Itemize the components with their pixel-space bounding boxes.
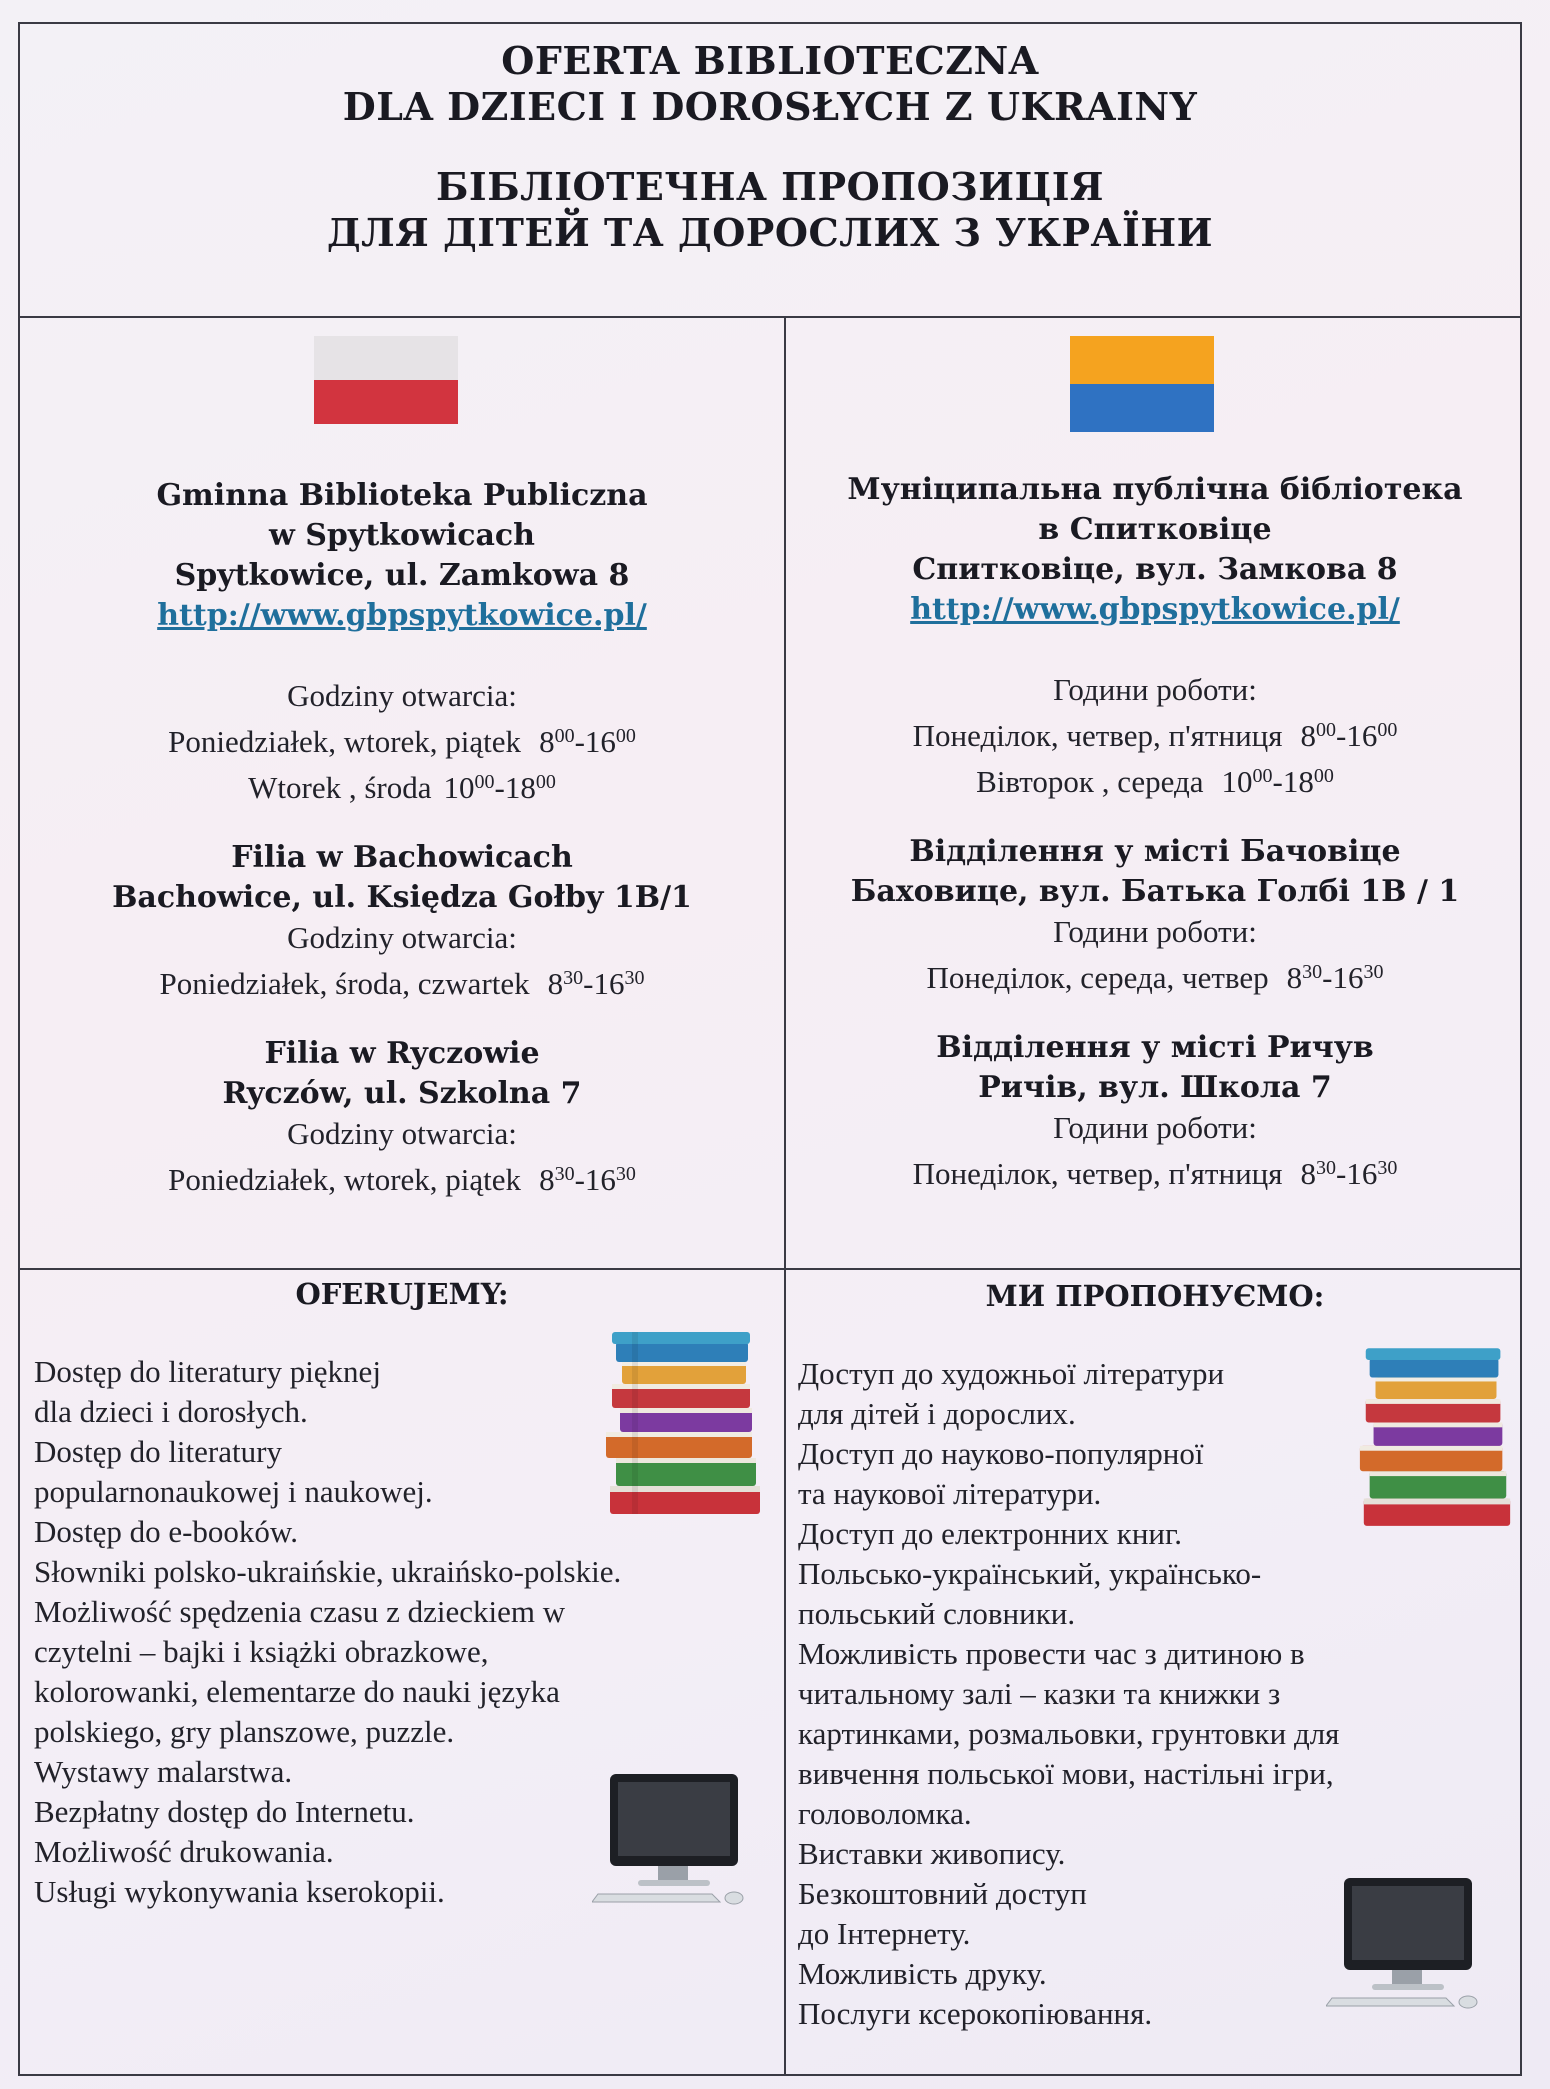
- ua-branch2-address: Ричів, вул. Школа 7: [978, 1070, 1332, 1105]
- ua-offer-line: та наукової літератури.: [798, 1476, 1102, 1511]
- books-stack-icon-ua: [1356, 1342, 1516, 1538]
- ua-offer-line: Можливість провести час з дитиною в: [798, 1636, 1305, 1671]
- pl-hours-label: Godziny otwarcia:: [287, 678, 517, 713]
- pl-library-name-1: Gminna Biblioteka Publiczna: [156, 478, 648, 513]
- pl-hours-row-1: Poniedziałek, wtorek, piątek $8^{00}-16^{00}$: [168, 724, 636, 759]
- ua-hours-row-2: Вівторок , середа $10^{00}-18^{00}$: [976, 764, 1334, 799]
- ua-branch1-hours-label: Години роботи:: [1053, 914, 1257, 949]
- pl-offer-line: Usługi wykonywania kserokopii.: [34, 1874, 445, 1909]
- pl-offer-title: OFERUJEMY:: [295, 1277, 509, 1311]
- pl-offer-line: dla dzieci i dorosłych.: [34, 1394, 308, 1429]
- pl-offer-line: Możliwość spędzenia czasu z dzieckiem w: [34, 1594, 566, 1629]
- divider-header: [20, 316, 1520, 318]
- pl-branch1-hours-label: Godziny otwarcia:: [287, 920, 517, 955]
- pl-library-address: Spytkowice, ul. Zamkowa 8: [174, 558, 630, 593]
- pl-website-link[interactable]: http://www.gbpspytkowice.pl/: [157, 598, 647, 633]
- ua-branch1-hours: Понеділок, середа, четвер $8^{30}-16^{30}$: [926, 960, 1384, 995]
- title-ua-line2: ДЛЯ ДІТЕЙ ТА ДОРОСЛИХ З УКРАЇНИ: [326, 210, 1214, 255]
- ua-library-name-1: Муніципальна публічна бібліотека: [847, 472, 1463, 507]
- poster: [18, 22, 1522, 2076]
- ua-offer-list: [798, 1354, 1339, 2034]
- pl-branch1-address: Bachowice, ul. Księdza Gołby 1B/1: [112, 880, 692, 915]
- pl-branch2-name: Filia w Ryczowie: [264, 1036, 540, 1071]
- ua-offer-line: Послуги ксерокопіювання.: [798, 1996, 1153, 2031]
- pl-info-section: [20, 476, 784, 1200]
- ua-info-section: [786, 470, 1524, 1194]
- ua-hours-label: Години роботи:: [1053, 672, 1257, 707]
- ua-offer-line: Можливість друку.: [798, 1956, 1047, 1991]
- pl-offer-line: polskiego, gry planszowe, puzzle.: [34, 1714, 455, 1749]
- title-ua-line1: БІБЛІОТЕЧНА ПРОПОЗИЦІЯ: [435, 164, 1105, 209]
- pl-offer-line: Możliwość drukowania.: [34, 1834, 334, 1869]
- title-pl-line2: DLA DZIECI I DOROSŁYCH Z UKRAINY: [342, 84, 1198, 129]
- ua-offer-line: Доступ до науково-популярної: [798, 1436, 1204, 1471]
- ua-offer-line: головоломка.: [798, 1796, 972, 1831]
- pl-offer-line: kolorowanki, elementarze do nauki języka: [34, 1674, 560, 1709]
- ua-offer-line: картинками, розмальовки, грунтовки для: [798, 1716, 1340, 1751]
- pl-offer-line: Bezpłatny dostęp do Internetu.: [34, 1794, 415, 1829]
- ua-offer-line: польський словники.: [798, 1596, 1076, 1631]
- ua-offer-line: Безкоштовний доступ: [798, 1876, 1087, 1911]
- poster-header: [20, 24, 1520, 316]
- ua-branch2-hours: Понеділок, четвер, п'ятниця $8^{30}-16^{30}$: [912, 1156, 1398, 1191]
- ua-library-name-2: в Спитковіце: [1038, 512, 1272, 547]
- pl-offer-line: popularnonaukowej i naukowej.: [34, 1474, 433, 1509]
- pl-branch1-hours: Poniedziałek, środa, czwartek $8^{30}-16^{30}$: [159, 966, 645, 1001]
- pl-library-name-2: w Spytkowicach: [268, 518, 535, 553]
- pl-branch1-name: Filia w Bachowicach: [231, 840, 573, 875]
- computer-icon: [592, 1770, 752, 1910]
- pl-offer-line: Dostęp do literatury: [34, 1434, 282, 1469]
- pl-offer-line: Dostęp do literatury pięknej: [34, 1354, 381, 1389]
- ua-branch2-hours-label: Години роботи:: [1053, 1110, 1257, 1145]
- ua-offer-line: Доступ до електронних книг.: [798, 1516, 1182, 1551]
- polish-flag: [314, 336, 458, 424]
- ua-hours-row-1: Понеділок, четвер, п'ятниця $8^{00}-16^{00}$: [912, 718, 1398, 753]
- ua-library-address: Спитковіце, вул. Замкова 8: [912, 552, 1398, 587]
- pl-branch2-hours: Poniedziałek, wtorek, piątek $8^{30}-16^{30}$: [168, 1162, 636, 1197]
- pl-offer-line: czytelni – bajki i książki obrazkowe,: [34, 1634, 489, 1669]
- books-stack-icon: [602, 1326, 766, 1526]
- pl-branch2-address: Ryczów, ul. Szkolna 7: [222, 1076, 582, 1111]
- computer-icon-ua: [1326, 1874, 1486, 2014]
- pl-offer-line: Dostęp do e-booków.: [34, 1514, 299, 1549]
- title-pl-line1: OFERTA BIBLIOTECZNA: [501, 38, 1039, 83]
- ua-branch2-name: Відділення у місті Ричув: [936, 1030, 1374, 1065]
- ua-offer-line: для дітей і дорослих.: [798, 1396, 1076, 1431]
- ua-offer-line: Доступ до художньої літератури: [798, 1356, 1225, 1391]
- ukrainian-flag: [1070, 336, 1214, 432]
- pl-offer-line: Wystawy malarstwa.: [34, 1754, 293, 1789]
- pl-hours-row-2: Wtorek , środa $10^{00}-18^{00}$: [248, 770, 556, 805]
- ua-offer-line: читальному залі – казки та книжки з: [798, 1676, 1281, 1711]
- ua-branch1-address: Баховице, вул. Батька Голбі 1В / 1: [850, 874, 1460, 909]
- ua-offer-line: Виставки живопису.: [798, 1836, 1066, 1871]
- ua-offer-title: МИ ПРОПОНУЄМО:: [985, 1279, 1325, 1313]
- divider-offer: [20, 1268, 1520, 1270]
- pl-offer-line: Słowniki polsko-ukraińskie, ukraińsko-polskie.: [34, 1554, 622, 1589]
- ua-offer-line: до Інтернету.: [798, 1916, 971, 1951]
- pl-branch2-hours-label: Godziny otwarcia:: [287, 1116, 517, 1151]
- pl-offer-list: [34, 1352, 621, 1912]
- ua-offer-line: Польсько-український, українсько-: [798, 1556, 1262, 1591]
- ua-offer-line: вивчення польської мови, настільні ігри,: [798, 1756, 1334, 1791]
- ua-website-link[interactable]: http://www.gbpspytkowice.pl/: [910, 592, 1400, 627]
- ua-branch1-name: Відділення у місті Бачовіце: [909, 834, 1401, 869]
